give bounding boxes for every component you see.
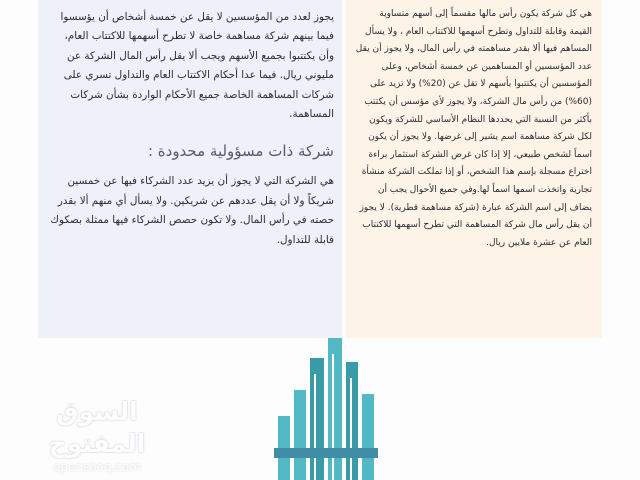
joint-stock-paragraph: هي كل شركة يكون رأس مالها مقسماً إلى أسهم متساوية القيمة وقابلة للتداول وتطرح أسهمها للاكتتاب العام ، ولا يسأل المساهم فيها ألا بقدر مساهمته في رأس المال، ولا يجوز أن يقل عدد المؤسسين أو المساهمين عن خمسة أشخاص، وعلى المؤسسين أن يكتتبوا بأسهم لا تقل عن (20%) ولا تزيد على (60%) من رأس مال الشركة، ولا يجوز لأي مؤسس أن يكتتب بأكثر من النسبة التي يحددها النظام الأساسي للشركة ويكون لكل شركة مساهمة اسم يشير إلى غرضها. ولا يجوز أن يكون اسماً لشخص طبيعي، إلا إذا كان غرض الشركة استثمار براءة اختراع مسجلة بإسم هذا الشخص، أو إذا تملكت الشركة منشأة تجارية واتخذت اسمها اسماً لها.وفي جميع الأحوال يجب أن يضاف إلى اسم الشركة عبارة (شركة مساهمة قطرية). لا يجوز أن يقل رأس مال شركة المساهمة التي تطرح أسهمها للاكتتاب العام عن عشرة ملايين ريال.	[355, 9, 592, 248]
intro-paragraph: يجوز لعدد من المؤسسين لا يقل عن خمسة أشخاص أن يؤسسوا فيما بينهم شركة مساهمة خاصة لا تطرح أسهمها للاكتتاب العام، وأن يكتتبوا بجميع الأسهم ويجب ألا يقل رأس المال الشركة عن مليوني ريال. فيما عدا أحكام الاكتتاب العام والتداول تسري على شركات المساهمة الخاصة جميع الأحكام الواردة بشأن شركات المساهمة.	[60, 11, 334, 121]
right-column	[346, 0, 602, 338]
logo-base-bar	[274, 448, 378, 458]
watermark-title: السوق المفتوح	[48, 397, 146, 458]
left-column	[38, 0, 342, 338]
watermark	[22, 396, 172, 474]
section-heading-llc: شركة ذات مسؤولية محدودة :	[147, 142, 334, 161]
llc-definition-paragraph: هي الشركة التي لا يجوز أن يزيد عدد الشركاء فيها عن خمسين شريكاً ولا أن يقل عددهم عن شريكين. ولا يسأل أي منهم ألا بقدر حصته في رأس المال. ولا تكون حصص الشركاء فيها ممثلة بصكوك قابلة للتداول.	[50, 175, 334, 246]
watermark-url: opensooq.com	[53, 460, 141, 474]
building-icon	[270, 330, 390, 480]
building-towers	[278, 338, 374, 480]
